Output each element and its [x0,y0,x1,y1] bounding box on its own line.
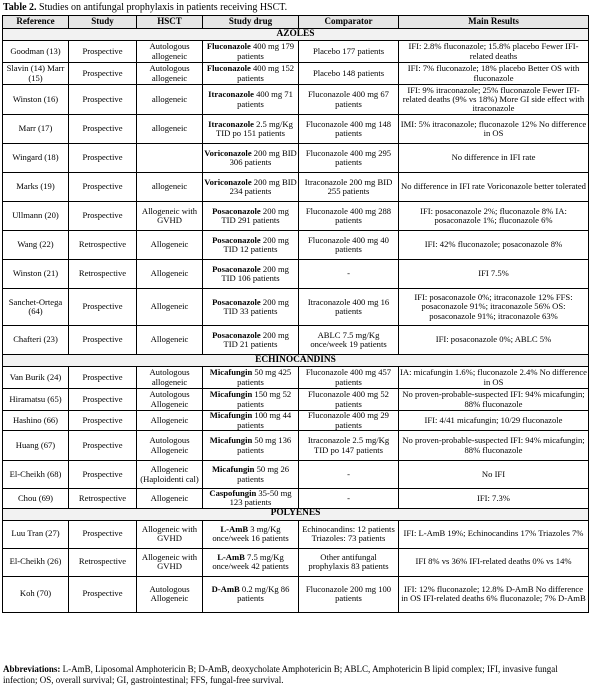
drug-dose: 150 mg 52 patients [237,389,292,409]
table-caption [3,2,287,14]
cell-main-results: IFI: 42% fluconazole; posaconazole 8% [399,231,589,260]
cell-comparator: Fluconazole 400 mg 288 patients [299,202,399,231]
drug-name: Micafungin [211,464,255,475]
cell-reference: Van Burik (24) [3,367,69,389]
table-row [3,260,589,289]
table-row [3,289,589,326]
cell-study-drug [203,520,299,548]
header-hsct: HSCT [137,16,203,29]
cell-hsct: allogeneic [137,173,203,202]
cell-reference: Huang (67) [3,431,69,461]
cell-study-drug [203,431,299,461]
cell-study: Retrospective [69,489,137,509]
cell-main-results: IFI: posaconazole 0%; ABLC 5% [399,326,589,355]
cell-comparator: Other antifungal prophylaxis 83 patients [299,548,399,576]
cell-reference: Luu Tran (27) [3,520,69,548]
drug-dose: 200 mg TID 106 patients [221,263,289,283]
cell-study: Prospective [69,173,137,202]
table-row [3,231,589,260]
cell-reference: El-Cheikh (26) [3,548,69,576]
drug-name: L-AmB [217,551,245,562]
drug-dose: 200 mg TID 33 patients [223,296,289,316]
caption-text: Studies on antifungal prophylaxis in patients receiving HSCT. [36,2,288,13]
cell-hsct: allogeneic [137,115,203,144]
cell-study-drug [203,367,299,389]
cell-main-results: No difference in IFI rate Voriconazole better tolerated [399,173,589,202]
cell-study: Retrospective [69,231,137,260]
table-header-row [3,16,589,29]
cell-comparator: Placebo 177 patients [299,41,399,63]
cell-main-results: IFI: 4/41 micafungin; 10/29 fluconazole [399,411,589,431]
table-row [3,389,589,411]
cell-hsct [137,144,203,173]
drug-dose: 200 mg TID 21 patients [223,329,289,349]
cell-reference: Slavin (14) Marr (15) [3,63,69,85]
cell-main-results: IFI: 7% fluconazole; 18% placebo Better OS with fluconazole [399,63,589,85]
cell-reference: Chou (69) [3,489,69,509]
cell-main-results: IFI: 7.3% [399,489,589,509]
drug-dose: 7.5 mg/Kg once/week 42 patients [212,551,289,572]
cell-main-results: IFI 8% vs 36% IFI-related deaths 0% vs 14% [399,548,589,576]
cell-study-drug [203,63,299,85]
cell-comparator: - [299,260,399,289]
cell-reference: Hashino (66) [3,411,69,431]
cell-main-results: IFI: 2.8% fluconazole; 15.8% placebo Fewer IFI-related deaths [399,41,589,63]
cell-study-drug [203,85,299,115]
cell-study: Prospective [69,389,137,411]
cell-reference: Koh (70) [3,576,69,612]
cell-study: Prospective [69,520,137,548]
cell-hsct: Allogeneic [137,489,203,509]
cell-reference: Wingard (18) [3,144,69,173]
cell-reference: Wang (22) [3,231,69,260]
cell-study: Prospective [69,63,137,85]
cell-comparator: Fluconazole 400 mg 52 patients [299,389,399,411]
cell-reference: Sanchet-Ortega (64) [3,289,69,326]
drug-name: Posaconazole [212,263,261,274]
section-title: AZOLES [3,29,589,41]
table-row [3,85,589,115]
antifungal-prophylaxis-table [2,15,589,613]
cell-study: Prospective [69,461,137,489]
cell-main-results: IFI: posaconazole 2%; fluconazole 8% IA: posaconazole 1%; fluconazole 6% [399,202,589,231]
drug-dose: 35-50 mg 123 patients [229,488,292,508]
drug-dose: 200 mg TID 291 patients [221,205,289,225]
cell-comparator: Itraconazole 400 mg 16 patients [299,289,399,326]
cell-main-results: IFI: L-AmB 19%; Echinocandins 17% Triazoles 7% [399,520,589,548]
drug-dose: 50 mg 26 patients [237,464,290,484]
header-main-results: Main Results [399,16,589,29]
cell-study: Prospective [69,289,137,326]
drug-name: Posaconazole [212,205,261,216]
drug-name: Itraconazole [208,89,254,100]
cell-hsct: Autologous allogeneic [137,367,203,389]
abbreviations-label: Abbreviations: [3,664,61,674]
cell-study-drug [203,389,299,411]
cell-comparator: Fluconazole 400 mg 40 patients [299,231,399,260]
cell-hsct: Allogeneic [137,326,203,355]
table-row [3,63,589,85]
drug-dose: 50 mg 425 patients [237,367,292,387]
cell-study: Prospective [69,411,137,431]
drug-name: Posaconazole [212,234,261,245]
cell-comparator: Fluconazole 400 mg 67 patients [299,85,399,115]
cell-comparator: Itraconazole 200 mg BID 255 patients [299,173,399,202]
cell-study: Prospective [69,202,137,231]
cell-main-results: IFI: 12% fluconazole; 12.8% D-AmB No difference in OS IFI-related deaths 6% fluconazole; 7% D-AmB [399,576,589,612]
cell-study-drug [203,173,299,202]
cell-study: Prospective [69,576,137,612]
cell-study: Prospective [69,41,137,63]
table-row [3,461,589,489]
drug-name: Micafungin [209,389,253,400]
abbreviations-text: L-AmB, Liposomal Amphotericin B; D-AmB, deoxycholate Amphotericin B; ABLC, Amphotericin B lipid complex; IFI, invasive fungal infection; OS, overall survival; GI, gastrointestinal; FFS, fungal-free survival. [3,664,558,685]
cell-hsct: Allogeneic with GVHD [137,202,203,231]
drug-dose: 200 mg BID 306 patients [229,147,297,167]
drug-name: Itraconazole [208,118,254,129]
cell-study-drug [203,548,299,576]
cell-comparator: ABLC 7.5 mg/Kg once/week 19 patients [299,326,399,355]
cell-study-drug [203,231,299,260]
cell-main-results: IFI: posaconazole 0%; itraconazole 12% FFS: posaconazole 91%; itraconazole 56% OS: posaconazole 91%; itraconazole 63% [399,289,589,326]
cell-study: Prospective [69,85,137,115]
table-row [3,431,589,461]
cell-main-results: IFI: 9% itraconazole; 25% fluconazole Fewer IFI-related deaths (9% vs 18%) More GI side effect with itraconazole [399,85,589,115]
drug-name: Caspofungin [209,488,257,498]
cell-study: Prospective [69,367,137,389]
cell-main-results: IMI: 5% itraconazole; fluconazole 12% No difference in OS [399,115,589,144]
cell-study-drug [203,202,299,231]
cell-reference: Marr (17) [3,115,69,144]
drug-dose: 100 mg 44 patients [237,410,292,430]
cell-main-results: IFI 7.5% [399,260,589,289]
cell-study-drug [203,489,299,509]
section-title: ECHINOCANDINS [3,355,589,367]
section-row [3,508,589,520]
header-comparator: Comparator [299,16,399,29]
cell-study: Prospective [69,115,137,144]
caption-label: Table 2. [3,2,37,13]
cell-reference: Ullmann (20) [3,202,69,231]
table-row [3,202,589,231]
cell-study-drug [203,326,299,355]
drug-name: D-AmB [211,583,240,594]
cell-comparator: Fluconazole 200 mg 100 patients [299,576,399,612]
cell-study: Prospective [69,431,137,461]
cell-study-drug [203,576,299,612]
cell-study: Retrospective [69,548,137,576]
table-row [3,520,589,548]
table-row [3,326,589,355]
cell-hsct: allogeneic [137,85,203,115]
cell-study: Prospective [69,326,137,355]
cell-comparator: Fluconazole 400 mg 457 patients [299,367,399,389]
drug-dose: 400 mg 71 patients [237,89,293,109]
cell-hsct: Autologous Allogeneic [137,389,203,411]
cell-comparator: Fluconazole 400 mg 29 patients [299,411,399,431]
cell-hsct: Allogeneic [137,231,203,260]
cell-study-drug [203,461,299,489]
cell-reference: Marks (19) [3,173,69,202]
cell-comparator: - [299,489,399,509]
cell-main-results: No IFI [399,461,589,489]
cell-reference: Chafteri (23) [3,326,69,355]
cell-comparator: Fluconazole 400 mg 295 patients [299,144,399,173]
table-row [3,411,589,431]
cell-comparator: - [299,461,399,489]
table-row [3,173,589,202]
header-study-drug: Study drug [203,16,299,29]
drug-name: L-AmB [220,523,249,534]
drug-name: Fluconazole [206,41,251,52]
cell-study: Retrospective [69,260,137,289]
cell-study: Prospective [69,144,137,173]
drug-name: Micafungin [209,410,253,421]
cell-study-drug [203,144,299,173]
cell-hsct: Allogeneic [137,411,203,431]
cell-reference: Goodman (13) [3,41,69,63]
cell-main-results: No proven-probable-suspected IFI: 94% micafungin; 88% fluconazole [399,431,589,461]
table-body [3,29,589,613]
cell-reference: Winston (21) [3,260,69,289]
cell-comparator: Echinocandins: 12 patients Triazoles: 73 patients [299,520,399,548]
cell-main-results: No proven-probable-suspected IFI: 94% micafungin; 88% fluconazole [399,389,589,411]
drug-dose: 200 mg BID 234 patients [229,176,297,196]
cell-study-drug [203,260,299,289]
cell-comparator: Fluconazole 400 mg 148 patients [299,115,399,144]
cell-hsct: Allogeneic with GVHD [137,548,203,576]
section-row [3,355,589,367]
cell-main-results: IA: micafungin 1.6%; fluconazole 2.4% No difference in OS [400,367,587,387]
header-study: Study [69,16,137,29]
abbreviations-note [3,664,587,686]
cell-hsct: Autologous Allogeneic [137,576,203,612]
table-row [3,115,589,144]
table-row [3,41,589,63]
drug-dose: 50 mg 136 patients [237,435,292,455]
cell-study-drug [203,289,299,326]
drug-dose: 3 mg/Kg once/week 16 patients [212,523,289,544]
section-row [3,29,589,41]
cell-study-drug [203,41,299,63]
drug-dose: 0.2 mg/Kg 86 patients [237,583,290,604]
drug-name: Micafungin [209,435,253,446]
cell-hsct: Allogeneic [137,289,203,326]
cell-hsct: Allogeneic [137,260,203,289]
table-row [3,367,589,389]
cell-hsct: Allogeneic with GVHD [137,520,203,548]
cell-hsct: Autologous Allogeneic [137,431,203,461]
header-reference: Reference [3,16,69,29]
cell-comparator: Itraconazole 2.5 mg/Kg TID po 147 patients [299,431,399,461]
drug-name: Fluconazole [206,63,251,74]
drug-dose: 400 mg 179 patients [237,41,295,61]
cell-reference: Hiramatsu (65) [3,389,69,411]
drug-dose: 2.5 mg/Kg TID po 151 patients [216,118,293,138]
table-row [3,548,589,576]
drug-name: Posaconazole [212,329,261,340]
cell-main-results: No difference in IFI rate [399,144,589,173]
cell-study-drug [203,411,299,431]
drug-dose: 400 mg 152 patients [237,63,295,83]
cell-reference: Winston (16) [3,85,69,115]
drug-dose: 200 mg TID 12 patients [223,234,289,254]
cell-study-drug [203,115,299,144]
table-row [3,576,589,612]
cell-comparator: Placebo 148 patients [299,63,399,85]
drug-name: Voriconazole [204,147,252,158]
cell-hsct: Autologous allogeneic [137,63,203,85]
cell-hsct: Allogeneic (Haploidenti cal) [137,461,203,489]
section-title: POLYENES [3,508,589,520]
drug-name: Posaconazole [212,296,261,307]
cell-hsct: Autologous allogeneic [137,41,203,63]
cell-reference: El-Cheikh (68) [3,461,69,489]
table-row [3,489,589,509]
drug-name: Micafungin [209,367,253,378]
drug-name: Voriconazole [204,176,252,187]
table-row [3,144,589,173]
